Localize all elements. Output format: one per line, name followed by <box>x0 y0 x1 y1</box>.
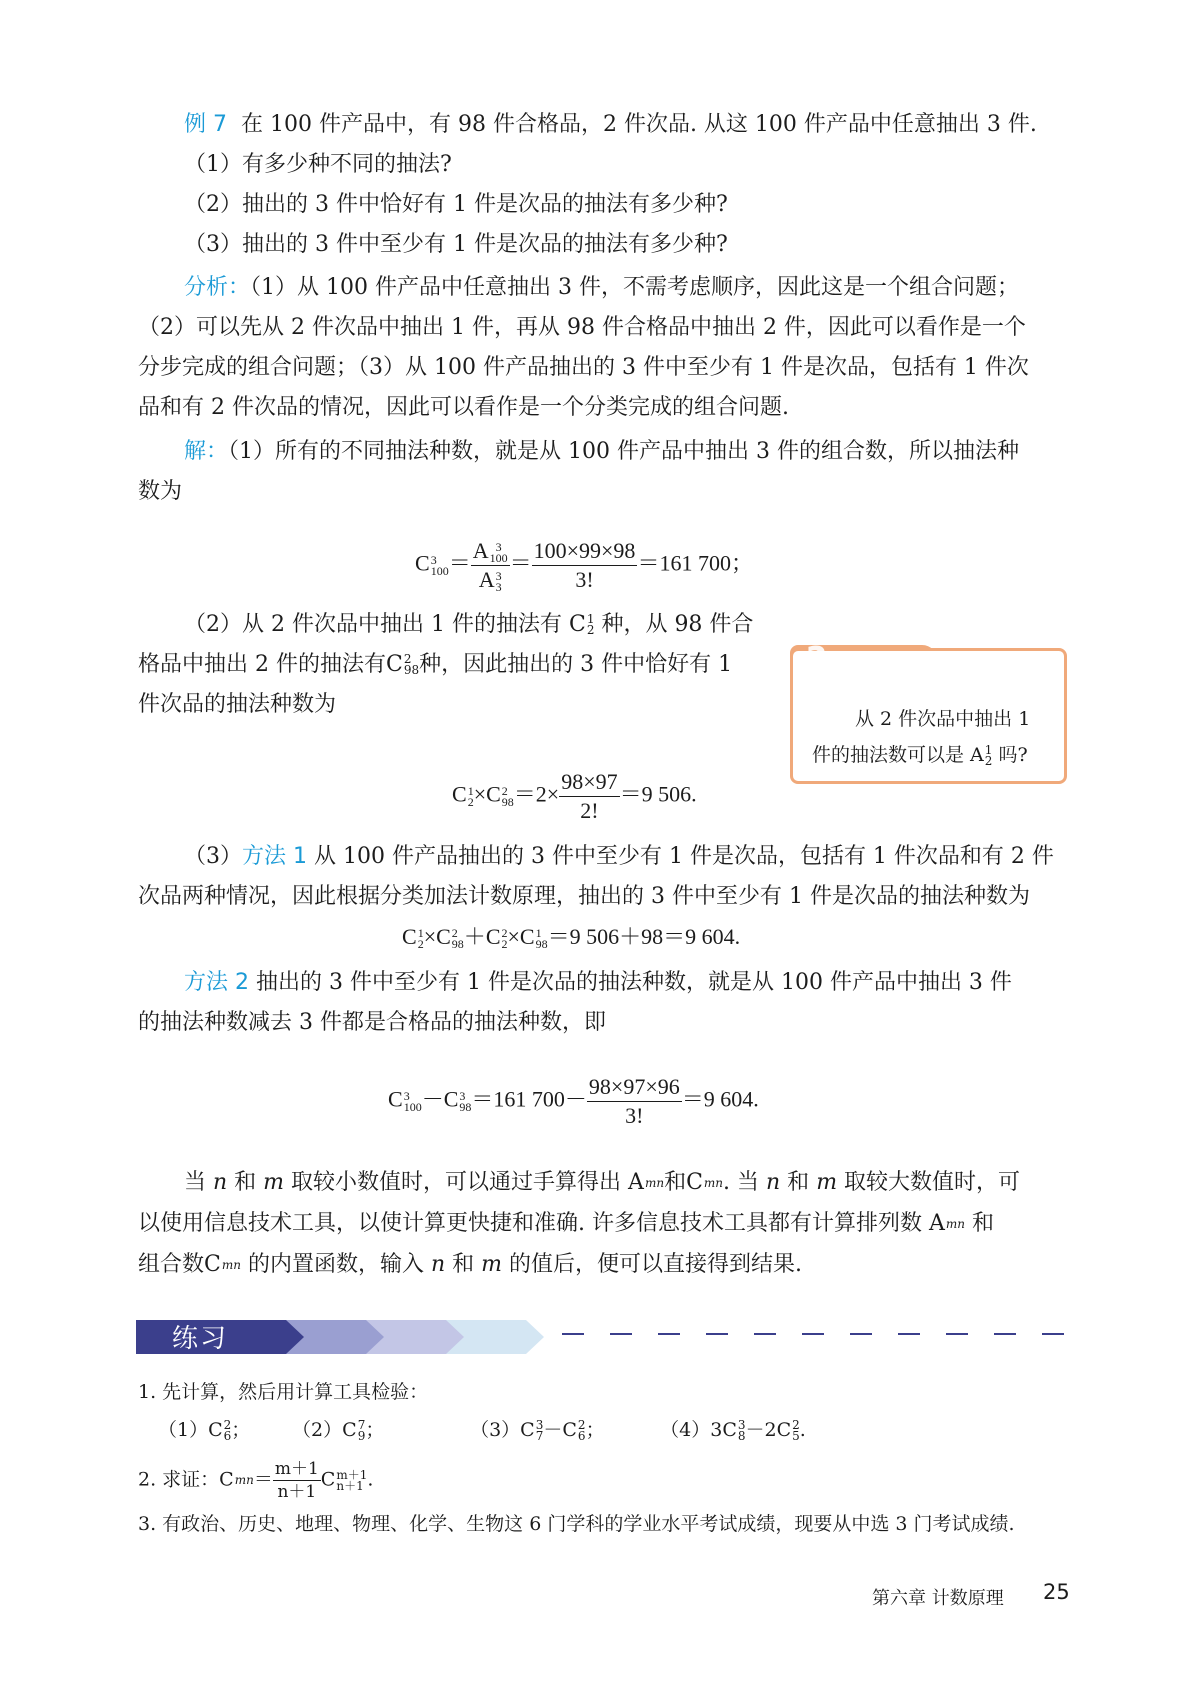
method1-line-1 <box>184 842 1054 872</box>
formula-sup: 2 <box>501 783 508 798</box>
formula-sup: 3 <box>459 1088 466 1103</box>
formula-sup: 3 <box>430 552 437 567</box>
formula-symbol: C <box>486 781 501 807</box>
formula-sub: 2 <box>501 936 508 951</box>
var-n: n <box>430 1252 446 1277</box>
formula-sup: 2 <box>577 1418 586 1432</box>
exercise-1-item <box>292 1416 464 1444</box>
analysis-line-4: 品和有 2 件次品的情况，因此可以看作是一个分类完成的组合问题. <box>138 395 789 420</box>
formula-eq: ＝ <box>448 550 471 576</box>
method1-label: 方法 1 <box>242 844 307 869</box>
formula-sup: 2 <box>223 1418 232 1432</box>
formula-sup: 2 <box>501 925 508 940</box>
var-n: n <box>766 1170 781 1195</box>
formula-sup: 3 <box>403 1088 410 1103</box>
formula-op: × <box>473 781 487 807</box>
item-text: ； <box>231 1419 251 1441</box>
exercise-2-end: . <box>367 1468 374 1491</box>
formula-numerator: 98×97×96 <box>587 1073 682 1102</box>
part2-text: 种，因此抽出的 3 件中恰好有 1 <box>419 652 733 677</box>
analysis-line-2: （2）可以先从 2 件次品中抽出 1 件，再从 98 件合格品中抽出 2 件，因此可以看作是一个 <box>138 315 1026 340</box>
sidebar-line-2 <box>812 741 1028 769</box>
sidebar-text: 吗? <box>992 744 1028 766</box>
item-text: （2）C <box>292 1419 357 1441</box>
analysis-text-1: （1）从 100 件产品中任意抽出 3 件，不需考虑顺序，因此这是一个组合问题； <box>250 275 1019 300</box>
part2-text: 种，从 98 件合 <box>594 612 754 637</box>
formula-symbol: C <box>402 924 417 949</box>
formula-result: ＝9 506＋98＝9 604. <box>547 924 741 949</box>
formula-symbol: C <box>415 550 430 576</box>
formula-fraction <box>559 768 619 825</box>
analysis-line-1 <box>184 273 1019 303</box>
formula-sub: 5 <box>792 1429 800 1443</box>
item-text: －2C <box>745 1419 792 1441</box>
page-number: 25 <box>1043 1580 1070 1604</box>
formula-sub: 2 <box>586 623 595 637</box>
formula-symbol: C <box>436 924 451 949</box>
question-2: （2）抽出的 3 件中恰好有 1 件是次品的抽法有多少种? <box>184 192 728 217</box>
example-stem: 在 100 件产品中，有 98 件合格品，2 件次品. 从这 100 件产品中任意抽出 3 件. <box>241 112 1037 137</box>
item-text: （3）C <box>470 1419 535 1441</box>
solution-line-1 <box>184 437 1019 467</box>
exercise-2-text: 2. 求证：C <box>138 1468 234 1491</box>
dash-segment <box>946 1333 968 1335</box>
dash-segment <box>1042 1333 1064 1335</box>
formula-result: ＝9 604. <box>681 1086 759 1112</box>
formula-symbol: C <box>385 652 403 677</box>
question-mark-icon: ? <box>806 640 827 681</box>
part2-line-3: 件次品的抽法种数为 <box>138 692 337 717</box>
method2-line-2: 的抽法种数减去 3 件都是合格品的抽法种数，即 <box>138 1010 606 1035</box>
formula-eq: ＝ <box>509 550 532 576</box>
formula-numerator: m＋1 <box>274 1459 319 1479</box>
formula-sup: 3 <box>535 1418 544 1432</box>
dash-segment <box>658 1333 680 1335</box>
formula-combination-100-3 <box>415 537 753 594</box>
dash-segment <box>898 1333 920 1335</box>
formula-sub: n＋1 <box>336 1478 364 1493</box>
var-m: m <box>481 1252 503 1277</box>
method1-text: 从 100 件产品抽出的 3 件中至少有 1 件是次品，包括有 1 件次品和有 2 件 <box>307 844 1054 869</box>
method2-label: 方法 2 <box>184 970 249 995</box>
formula-sub: n <box>656 1175 665 1190</box>
formula-sub: 2 <box>467 794 474 809</box>
item-text: . <box>799 1419 806 1441</box>
formula-sup: m＋1 <box>336 1467 368 1482</box>
dash-segment <box>610 1333 632 1335</box>
part2-text: 格品中抽出 2 件的抽法有 <box>138 652 386 677</box>
sidebar-line-1: 从 2 件次品中抽出 1 <box>855 708 1031 730</box>
formula-fraction-b <box>532 537 638 594</box>
formula-sub: 6 <box>223 1429 232 1443</box>
formula-sup: m <box>945 1216 958 1231</box>
exercise-2: 2. 求证：Cmn＝ $\frac{m+1}{n+1}$ C m＋1 n＋1 . <box>138 1459 374 1502</box>
note-text: 和 <box>445 1252 482 1277</box>
solution-text-1: （1）所有的不同抽法种数，就是从 100 件产品中抽出 3 件的组合数，所以抽法种 <box>228 439 1019 464</box>
question-1: （1）有多少种不同的抽法? <box>184 152 452 177</box>
note-text: 取较小数值时，可以通过手算得出 A <box>284 1170 644 1195</box>
formula-sub: 2 <box>417 936 424 951</box>
dash-segment <box>850 1333 872 1335</box>
formula-symbol: C <box>568 612 586 637</box>
formula-sub: n <box>233 1257 241 1272</box>
example-heading <box>184 110 1037 140</box>
formula-sub: 98 <box>501 794 514 809</box>
method1-line-2: 次品两种情况，因此根据分类加法计数原理，抽出的 3 件中至少有 1 件是次品的抽法种数为 <box>138 884 1030 909</box>
sidebar-text: 件的抽法数可以是 A <box>812 744 984 766</box>
formula-sub: 9 <box>357 1429 366 1443</box>
exercise-1-item <box>158 1416 286 1444</box>
formula-symbol: C <box>388 1086 403 1112</box>
analysis-line-3: 分步完成的组合问题；（3）从 100 件产品抽出的 3 件中至少有 1 件是次品，包括有 1 件次 <box>138 355 1029 380</box>
analysis-label: 分析： <box>184 275 251 300</box>
solution-label: 解： <box>184 439 229 464</box>
part2-text: （2）从 2 件次品中抽出 1 件的抽法有 <box>184 612 569 637</box>
example-label: 例 7 <box>184 112 227 137</box>
formula-sup: 1 <box>586 612 595 626</box>
formula-result: ＝161 700； <box>637 550 753 576</box>
formula-sub: 100 <box>430 563 449 578</box>
formula-sub: 98 <box>451 936 464 951</box>
item-text: －C <box>543 1419 577 1441</box>
formula-sub: 2 <box>984 754 993 768</box>
formula-sup: 3 <box>495 568 502 583</box>
formula-sup: 2 <box>451 925 458 940</box>
formula-sup: 1 <box>467 783 474 798</box>
formula-sub: n <box>715 1175 724 1190</box>
note-text: 当 <box>184 1170 213 1195</box>
formula-sub: 8 <box>737 1429 746 1443</box>
formula-denominator: 2! <box>580 798 599 823</box>
formula-numerator: 100×99×98 <box>532 537 638 566</box>
var-m: m <box>816 1170 838 1195</box>
note-text: 和 <box>965 1211 994 1236</box>
formula-denominator: n＋1 <box>277 1482 317 1502</box>
dash-segment <box>754 1333 776 1335</box>
dash-segment <box>562 1333 584 1335</box>
exercise-1-items <box>158 1416 806 1444</box>
formula-result: ＝9 506. <box>619 781 697 807</box>
item-text: （4）3C <box>660 1419 737 1441</box>
method2-line-1 <box>184 968 1012 998</box>
formula-sup: 7 <box>357 1418 366 1432</box>
formula-sub: 100 <box>403 1099 422 1114</box>
formula-sup: m <box>234 1473 247 1487</box>
item-text: ； <box>365 1419 385 1441</box>
note-text: 取较大数值时，可 <box>837 1170 1021 1195</box>
formula-symbol: C <box>485 924 501 949</box>
formula-sup: m <box>644 1175 657 1190</box>
note-line-1 <box>184 1168 1020 1198</box>
formula-method2: C 3 100 －C 3 98 ＝161 700－ $\frac{98\times 97\times 96}{3!}$ ＝9 604. <box>388 1074 759 1128</box>
formula-sub: 7 <box>535 1429 544 1443</box>
note-text: . 当 <box>723 1170 767 1195</box>
note-text: 的值后，便可以直接得到结果. <box>502 1252 803 1277</box>
formula-sup: 2 <box>403 652 412 666</box>
var-n: n <box>213 1170 228 1195</box>
note-text: 的内置函数，输入 <box>240 1252 431 1277</box>
note-text: 组合数C <box>138 1252 221 1277</box>
exercise-title: 练习 <box>172 1324 229 1354</box>
formula-symbol: A <box>472 538 489 563</box>
formula-sup: 1 <box>984 743 993 757</box>
chapter-title: 第六章 计数原理 <box>872 1588 1004 1609</box>
formula-sub: 98 <box>459 1099 472 1114</box>
formula-denominator: 3! <box>575 567 594 592</box>
note-line-3 <box>138 1250 802 1280</box>
formula-sub: 98 <box>403 663 420 677</box>
exercise-1-item <box>660 1416 806 1444</box>
dash-segment <box>802 1333 824 1335</box>
method2-text: 抽出的 3 件中至少有 1 件是次品的抽法种数，就是从 100 件产品中抽出 3 件 <box>249 970 1012 995</box>
note-text: 和C <box>664 1170 703 1195</box>
exercise-1: 1. 先计算，然后用计算工具检验： <box>138 1381 429 1403</box>
formula-sup: m <box>703 1175 716 1190</box>
formula-numerator: 98×97 <box>559 768 619 797</box>
formula-sub: n <box>246 1473 254 1487</box>
exercise-1-item <box>470 1416 654 1444</box>
formula-sub: 98 <box>535 936 548 951</box>
dash-segment <box>706 1333 728 1335</box>
note-text: 和 <box>227 1170 264 1195</box>
formula-op: × <box>423 924 437 949</box>
formula-sup: 2 <box>792 1418 800 1432</box>
formula-op: ＝2× <box>513 781 560 807</box>
dash-segment <box>994 1333 1016 1335</box>
formula-sub: 3 <box>495 579 502 594</box>
formula-sup: 1 <box>417 925 424 940</box>
formula-denominator: 3! <box>625 1103 644 1128</box>
formula-sup: 3 <box>495 539 502 554</box>
formula-fraction <box>587 1073 682 1130</box>
note-text: 和 <box>780 1170 817 1195</box>
note-line-2 <box>138 1209 994 1239</box>
formula-symbol: C <box>519 924 535 949</box>
formula-symbol: C <box>443 1086 459 1112</box>
note-text: 以使用信息技术工具，以使计算更快捷和准确. 许多信息技术工具都有计算排列数 A <box>138 1211 945 1236</box>
formula-method1: C 1 2 ×C 2 98 ＋C 2 2 ×C 1 98 ＝9 506＋98＝9 604. <box>402 924 741 951</box>
formula-op: × <box>507 924 520 949</box>
solution-line-2: 数为 <box>138 479 183 504</box>
var-m: m <box>263 1170 285 1195</box>
formula-symbol: C <box>452 781 467 807</box>
formula-sub: 6 <box>577 1429 586 1443</box>
question-3: （3）抽出的 3 件中至少有 1 件是次品的抽法有多少种? <box>184 232 728 257</box>
formula-symbol: C <box>320 1468 336 1491</box>
part2-line-1 <box>184 610 753 640</box>
formula-sub: n <box>957 1216 965 1231</box>
formula-sup: 1 <box>535 925 542 940</box>
formula-sup: 3 <box>737 1418 746 1432</box>
method1-prefix: （3） <box>184 844 242 869</box>
item-text: （1）C <box>158 1419 223 1441</box>
formula-exactly-one <box>452 768 697 825</box>
formula-sup: m <box>221 1257 234 1272</box>
exercise-3: 3. 有政治、历史、地理、物理、化学、生物这 6 门学科的学业水平考试成绩，现要从中选 3 门考试成绩. <box>138 1513 1015 1535</box>
formula-sub: 100 <box>489 550 508 565</box>
item-text: ； <box>585 1419 605 1441</box>
formula-symbol: A <box>478 567 495 592</box>
exercise-2-fraction <box>273 1458 321 1503</box>
formula-op: ＝161 700－ <box>471 1086 587 1112</box>
formula-fraction-a <box>471 537 510 594</box>
part2-line-2 <box>138 650 732 680</box>
